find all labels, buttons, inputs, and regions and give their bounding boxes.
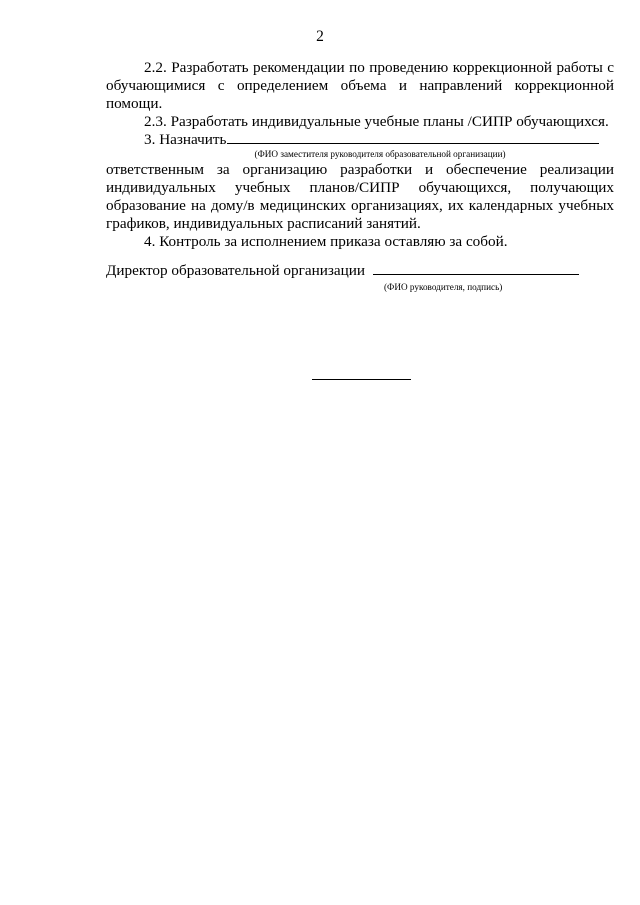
- director-signature-blank: [373, 262, 579, 275]
- paragraph-3-lead-text: 3. Назначить: [144, 131, 227, 148]
- director-signature-caption: (ФИО руководителя, подпись): [384, 282, 503, 292]
- paragraph-3-body: ответственным за организацию разработки и обеспечение реализации индивидуальных учебных планов/СИПР обучающихся, получающих образование на дому/в медицинских организациях, их календарных учебных графиков, индивидуальных расписаний занятий.: [106, 161, 614, 232]
- page-number: 2: [316, 28, 324, 45]
- paragraph-2-2: 2.2. Разработать рекомендации по проведению коррекционной работы с обучающимися с определением объема и направлений коррекционной помощи.: [106, 59, 614, 112]
- deputy-name-caption: (ФИО заместителя руководителя образовательной организации): [254, 149, 506, 159]
- paragraph-3-lead: [106, 131, 614, 149]
- signature-block: [106, 262, 614, 280]
- paragraph-4: 4. Контроль за исполнением приказа оставляю за собой.: [144, 233, 508, 250]
- end-divider: [312, 379, 411, 380]
- director-label: Директор образовательной организации: [106, 262, 365, 279]
- paragraph-2-3: 2.3. Разработать индивидуальные учебные планы /СИПР обучающихся.: [144, 113, 609, 130]
- document-body: [106, 59, 614, 251]
- deputy-name-blank: [227, 131, 599, 144]
